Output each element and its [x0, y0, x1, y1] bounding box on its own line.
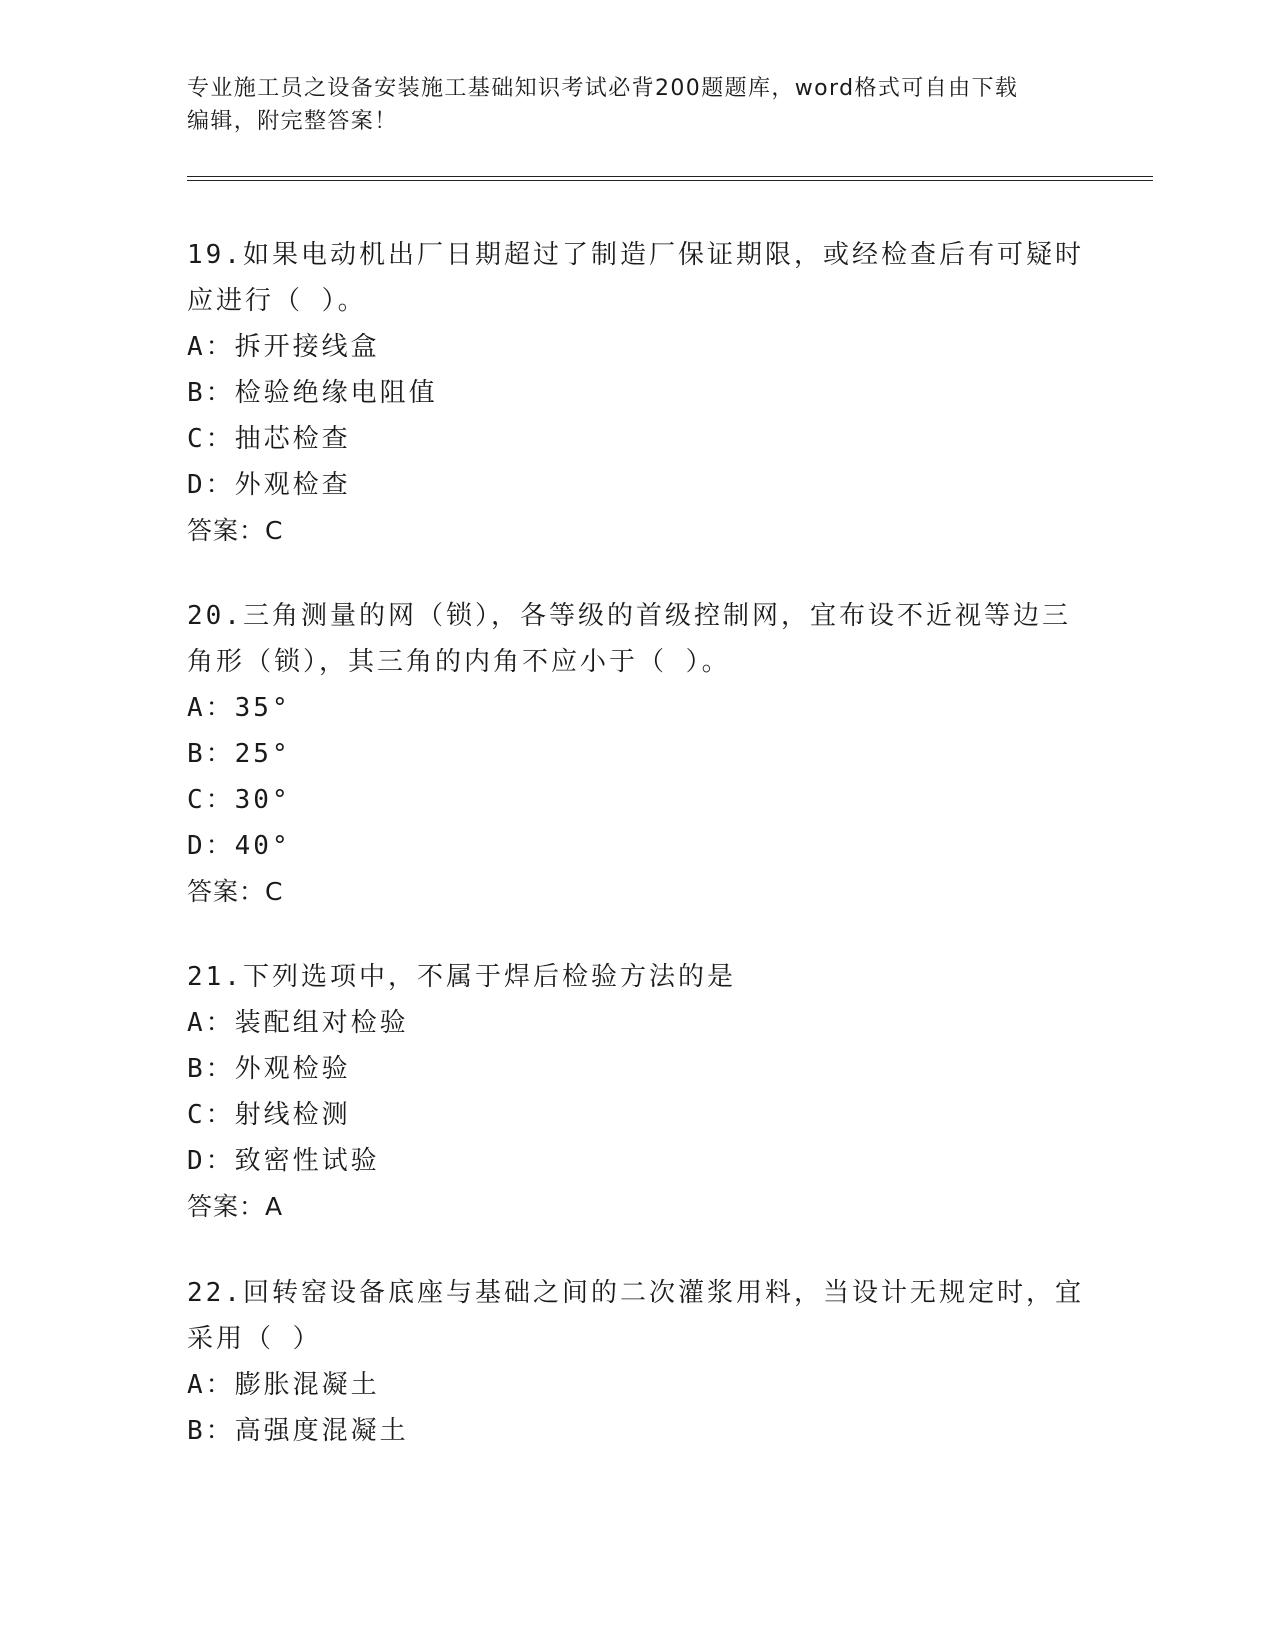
- question-20: [187, 593, 1087, 915]
- option-b: B：外观检验: [187, 1054, 351, 1084]
- question-stem: 19.如果电动机出厂日期超过了制造厂保证期限，或经检查后有可疑时: [187, 240, 1084, 270]
- question-stem-continued: 采用（ ）: [187, 1324, 322, 1354]
- option-d: D：外观检查: [187, 470, 351, 500]
- header-line-1: 专业施工员之设备安装施工基础知识考试必背200题题库，word格式可自由下载: [187, 76, 1019, 101]
- option-d: D：40°: [187, 831, 291, 861]
- option-a: A：装配组对检验: [187, 1008, 409, 1038]
- option-b: B：高强度混凝土: [187, 1416, 409, 1446]
- option-c: C：射线检测: [187, 1100, 351, 1130]
- option-c: C：30°: [187, 785, 291, 815]
- question-stem-continued: 应进行（ ）。: [187, 286, 367, 316]
- option-d: D：致密性试验: [187, 1146, 380, 1176]
- option-a: A：35°: [187, 693, 291, 723]
- question-stem: 22.回转窑设备底座与基础之间的二次灌浆用料，当设计无规定时，宜: [187, 1278, 1084, 1308]
- document-header: [187, 72, 1067, 138]
- header-line-2: 编辑，附完整答案！: [187, 109, 398, 134]
- option-a: A：膨胀混凝土: [187, 1370, 380, 1400]
- question-stem: 21.下列选项中，不属于焊后检验方法的是: [187, 962, 736, 992]
- option-a: A：拆开接线盒: [187, 332, 380, 362]
- option-c: C：抽芯检查: [187, 424, 351, 454]
- question-stem-continued: 角形（锁），其三角的内角不应小于（ ）。: [187, 647, 731, 677]
- answer: 答案：C: [187, 877, 284, 906]
- answer: 答案：A: [187, 1192, 284, 1221]
- question-stem: 20.三角测量的网（锁），各等级的首级控制网，宜布设不近视等边三: [187, 601, 1071, 631]
- question-22: [187, 1270, 1087, 1454]
- header-divider-top: [187, 176, 1153, 177]
- answer: 答案：C: [187, 516, 284, 545]
- header-divider-bottom: [187, 180, 1153, 181]
- option-b: B：25°: [187, 739, 291, 769]
- option-b: B：检验绝缘电阻值: [187, 378, 438, 408]
- question-21: [187, 954, 1087, 1230]
- question-19: [187, 232, 1087, 554]
